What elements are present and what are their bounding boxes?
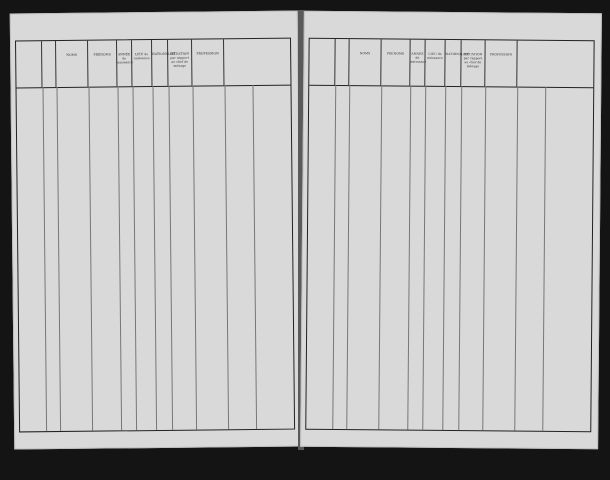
census-table-right (305, 38, 594, 432)
header-situation: SITUATION par rapport au chef de ménage (168, 40, 192, 86)
header-nationalite: NATIONALITÉ (445, 40, 461, 86)
header-profession: PROFESSION (192, 39, 224, 85)
header-situation: SITUATION par rapport au chef de ménage (461, 40, 485, 86)
right-register-page (300, 11, 602, 450)
header-numero (42, 41, 56, 87)
header-nationalite: NATIONALITÉ (152, 40, 168, 86)
table-header-right (309, 39, 593, 88)
header-profession: PROFESSION (485, 40, 517, 86)
header-lieu: LIEU de naissance (132, 40, 152, 86)
header-patron (517, 41, 595, 88)
header-patron (224, 39, 292, 86)
table-header-left (16, 39, 290, 89)
header-numero (335, 39, 349, 85)
left-register-page (10, 11, 303, 450)
header-prenoms: PRÉNOMS (88, 40, 117, 86)
header-prenoms: PRÉNOMS (381, 39, 410, 85)
rows-right (309, 87, 593, 102)
census-table-left (15, 38, 295, 433)
header-lieu: LIEU de naissance (425, 40, 445, 86)
header-annee: ANNÉE de naissance (117, 40, 132, 86)
header-annee: ANNÉE de naissance (410, 40, 425, 86)
table-row (309, 87, 593, 102)
header-menage (309, 39, 335, 85)
header-noms: NOMS (349, 39, 381, 85)
header-noms: NOMS (56, 41, 88, 87)
header-menage (16, 41, 42, 87)
rows-left (17, 87, 291, 102)
table-row (17, 87, 291, 102)
